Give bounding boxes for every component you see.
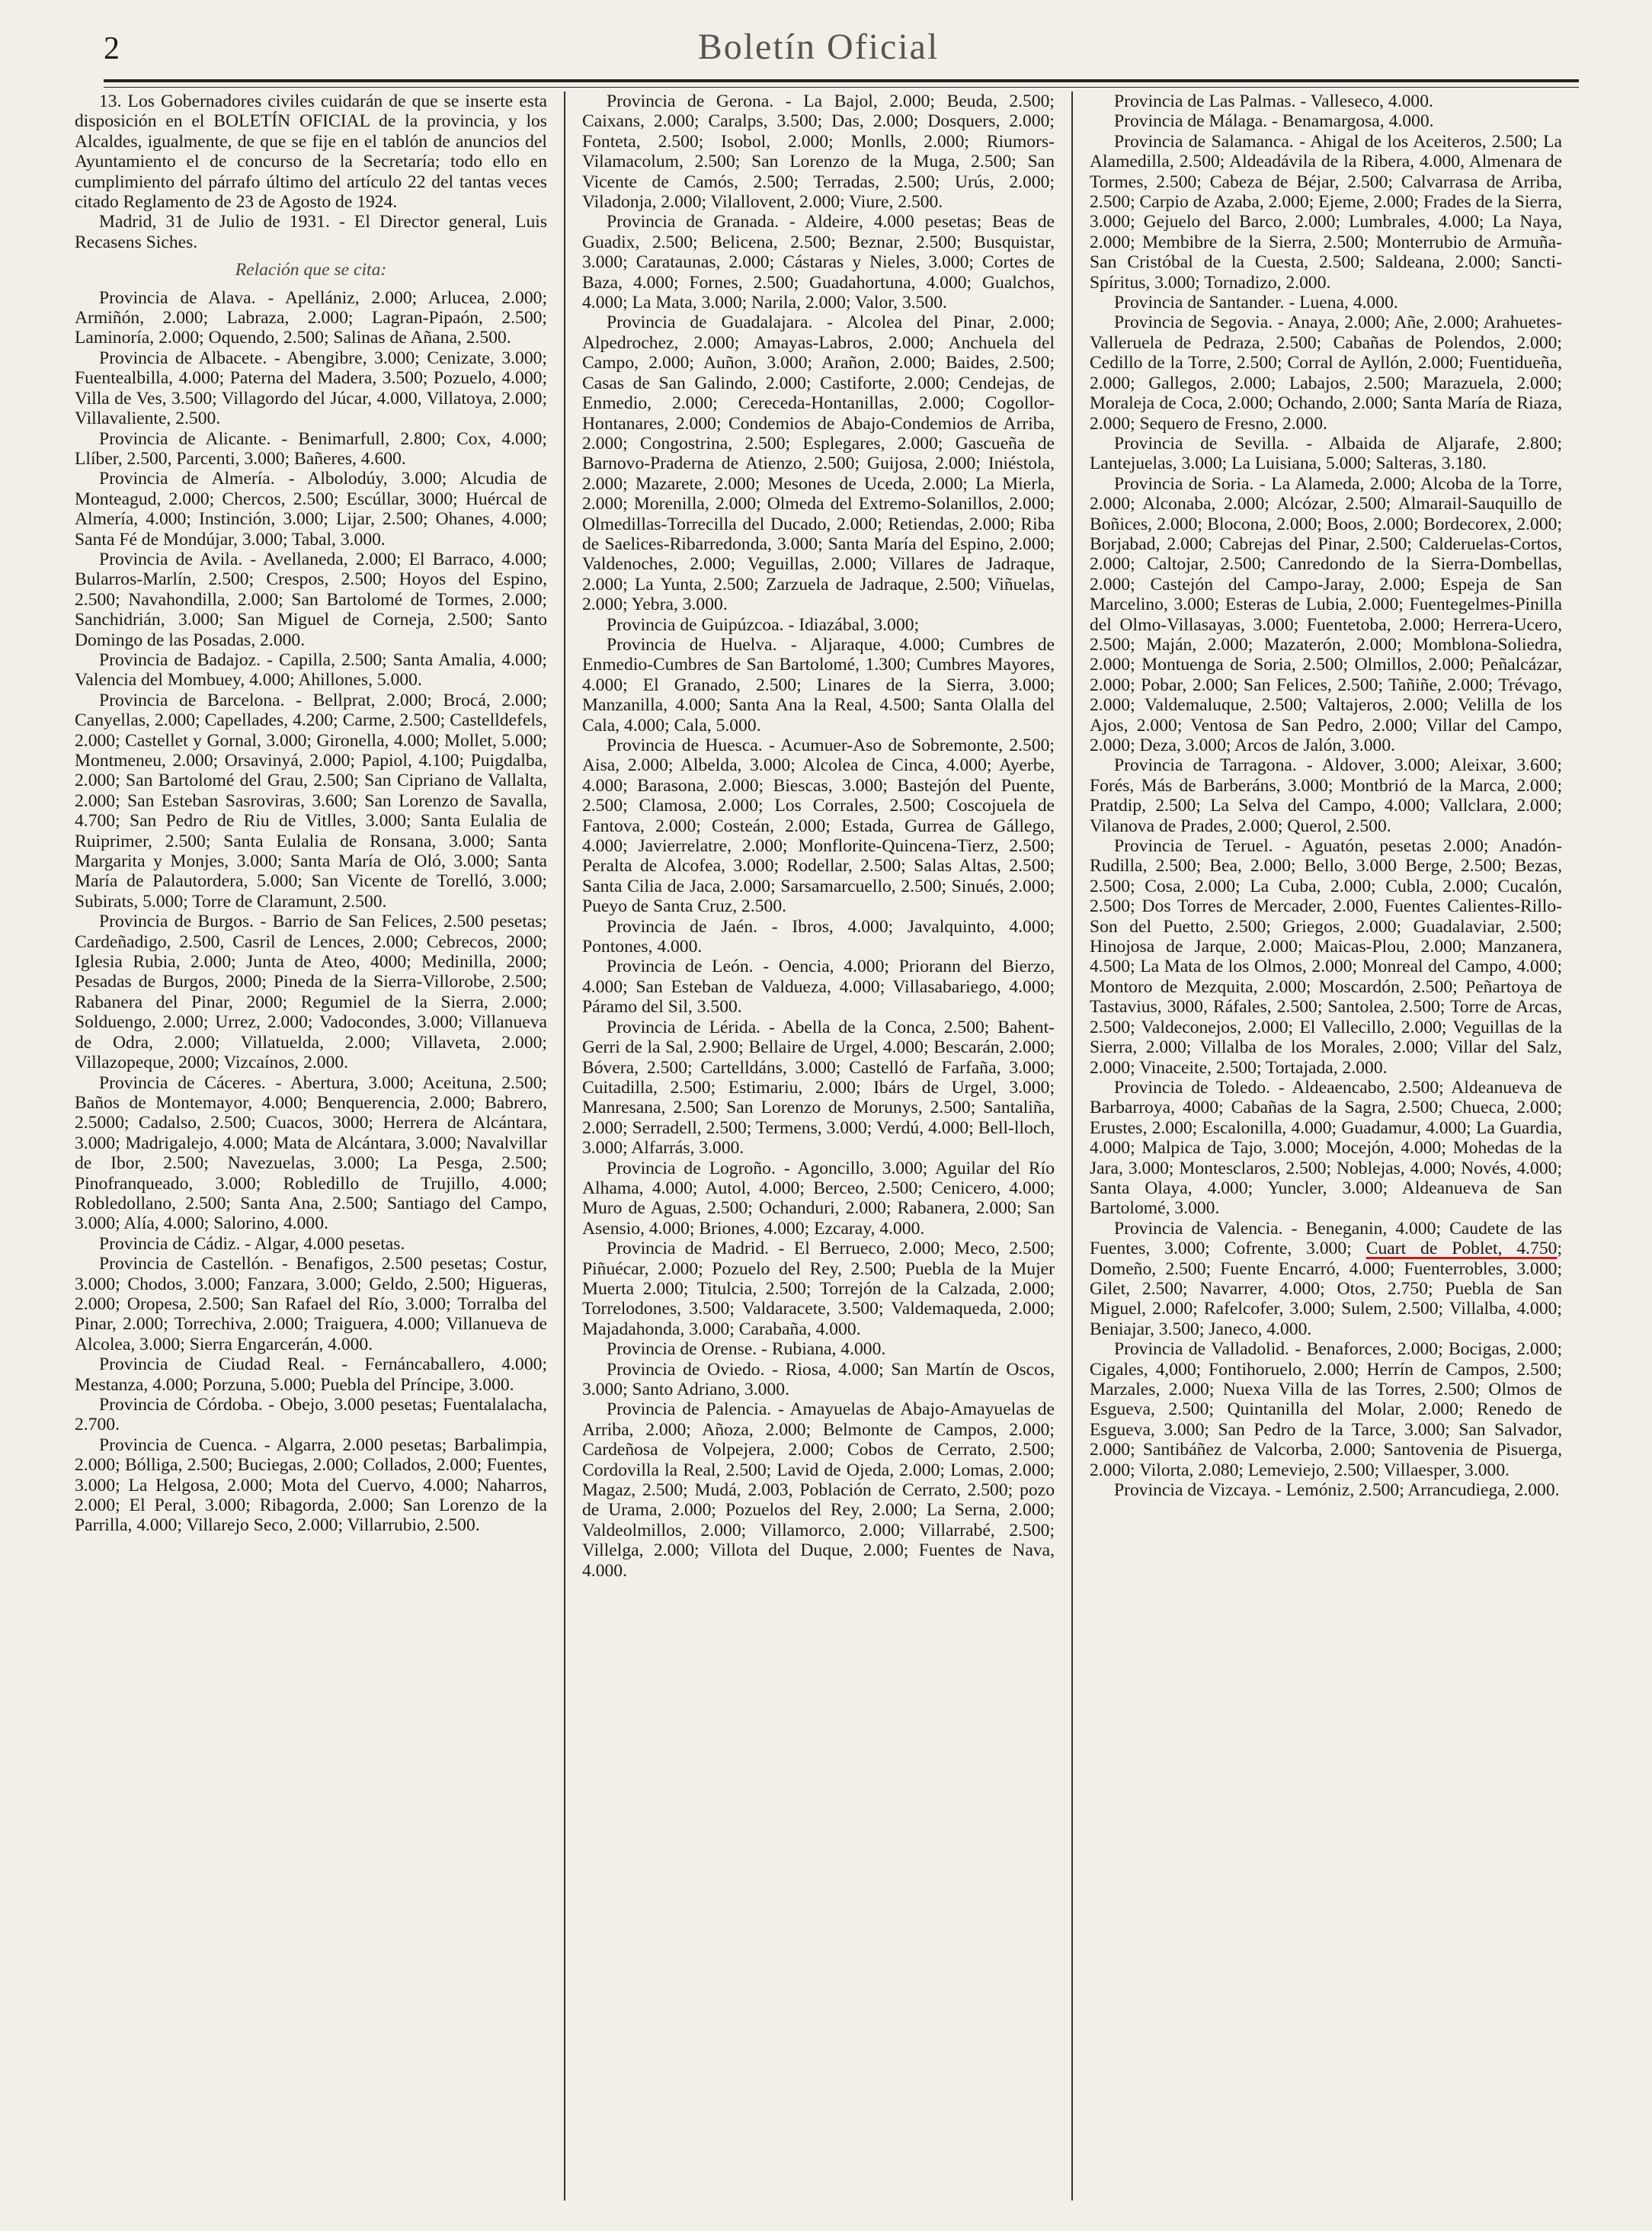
- paragraph: Provincia de Orense. - Rubiana, 4.000.: [607, 1339, 886, 1360]
- valencia-paragraph: [1090, 1219, 1562, 1339]
- paragraph: Provincia de Palencia. - Amayuelas de Abajo-Amayuelas de Arriba, 2.000; Añoza, 2.000; Belmonte de Campos, 2.000; Cardeñosa de Volpejera, 2.000; Cobos de Cerrato, 2.500; Cordovilla la Real, 2.500; Lavid de Ojeda, 2.000; Lomas, 2.000; Magaz, 2.500; Mudá, 2.003, Población de Cerrato, 2.500; pozo de Urama, 2.000; Pozuelos del Rey, 2.000; La Serna, 2.000; Valdeolmillos, 2.000; Villamorco, 2.000; Villarrabé, 2.500; Villelga, 2.000; Villota del Duque, 2.000; Fuentes de Nava, 4.000.: [582, 1399, 1055, 1581]
- paragraph: Provincia de Tarragona. - Aldover, 3.000; Aleixar, 3.600; Forés, Más de Barberáns, 3.000; Montbrió de la Marca, 2.000; Pratdip, 2.500; La Selva del Campo, 4.000; Vallclara, 2.000; Vilanova de Prades, 2.000; Querol, 2.500.: [1090, 755, 1562, 836]
- paragraph: Provincia de Las Palmas. - Valleseco, 4.000.: [1114, 91, 1433, 111]
- valencia-text-start: Provincia de Valencia. - Beneganin, 4.000; Caudete de las Fuentes, 3.000; Cofrente, 3.000;: [1090, 1218, 1562, 1259]
- paragraph: Provincia de Castellón. - Benafigos, 2.500 pesetas; Costur, 3.000; Chodos, 3.000; Fanzara, 3.000; Geldo, 2.500; Higueras, 2.000; Oropesa, 2.500; San Rafael del Río, 3.000; Torralba del Pinar, 2.000; Torrechiva, 2.000; Traiguera, 4.000; Villanueva de Alcolea, 3.000; Sierra Engarcerán, 4.000.: [75, 1254, 547, 1354]
- paragraph: Provincia de Toledo. - Aldeaencabo, 2.500; Aldeanueva de Barbarroya, 4000; Cabañas de la Sagra, 2.500; Chueca, 2.000; Erustes, 2.000; Escalonilla, 4.000; Guadamur, 4.000; La Guardia, 4.000; Malpica de Tajo, 3.000; Mocejón, 4.000; Mohedas de la Jara, 3.000; Montesclaros, 2.500; Noblejas, 4.000; Novés, 4.000; Santa Olaya, 4.000; Yuncler, 3.000; Aldeanueva de San Bartolomé, 3.000.: [1090, 1077, 1562, 1219]
- paragraph: Provincia de Lérida. - Abella de la Conca, 2.500; Bahent-Gerri de la Sal, 2.900; Bellaire de Urgel, 4.000; Bescarán, 2.000; Bóvera, 2.500; Cartelldáns, 3.000; Castelló de Farfaña, 3.000; Cuitadilla, 2.500; Estimariu, 2.000; Ibárs de Urgel, 3.000; Manresana, 2.500; San Lorenzo de Morunys, 2.500; Santaliña, 2.000; Serradell, 2.500; Termens, 3.000; Verdú, 4.000; Bell-lloch, 3.000; Alfarrás, 3.000.: [582, 1017, 1055, 1159]
- column-1: [58, 91, 564, 2201]
- paragraph: Provincia de Logroño. - Agoncillo, 3.000; Aguilar del Río Alhama, 4.000; Autol, 4.000; Berceo, 2.500; Cenicero, 4.000; Muro de Aguas, 2.500; Ochanduri, 2.000; Rabanera, 2.000; San Asensio, 4.000; Briones, 4.000; Ezcaray, 4.000.: [582, 1158, 1055, 1239]
- paragraph: Provincia de Madrid. - El Berrueco, 2.000; Meco, 2.500; Piñuécar, 2.000; Pozuelo del Rey, 2.500; Puebla de la Mujer Muerta 2.000; Titulcia, 2.500; Torrejón de la Calzada, 2.000; Torrelodones, 3.500; Valdaracete, 3.500; Valdemaqueda, 2.000; Majadahonda, 3.000; Carabaña, 4.000.: [582, 1239, 1055, 1339]
- paragraph: Provincia de Huelva. - Aljaraque, 4.000; Cumbres de Enmedio-Cumbres de San Bartolomé, 1.300; Cumbres Mayores, 4.000; El Granado, 2.500; Linares de la Sierra, 3.000; Manzanilla, 4.000; Santa Ana la Real, 4.500; Santa Olalla del Cala, 4.000; Cala, 5.000.: [582, 634, 1055, 736]
- paragraph: Provincia de Cuenca. - Algarra, 2.000 pesetas; Barbalimpia, 2.000; Bólliga, 2.500; Buciegas, 2.000; Collados, 2.000; Fuentes, 3.000; La Helgosa, 2.000; Mota del Cuervo, 4.000; Naharros, 2.000; El Peral, 3.000; Ribagorda, 2.000; San Lorenzo de la Parrilla, 4.000; Villarejo Seco, 2.000; Villarrubio, 2.500.: [75, 1434, 547, 1536]
- paragraph: Provincia de Avila. - Avellaneda, 2.000; El Barraco, 4.000; Bularros-Marlín, 2.500; Crespos, 2.500; Hoyos del Espino, 2.500; Navahondilla, 2.000; San Bartolomé de Tormes, 2.000; Sanchidrián, 3.000; San Miguel de Corneja, 2.500; Santo Domingo de las Posadas, 2.000.: [75, 549, 547, 650]
- paragraph: Provincia de Barcelona. - Bellprat, 2.000; Brocá, 2.000; Canyellas, 2.000; Capellades, 4.200; Carme, 2.500; Castelldefels, 2.000; Castellet y Gornal, 3.000; Gironella, 4.000; Mollet, 5.000; Montmeneu, 2.000; Orsavinyá, 2.000; Papiol, 4.100; Puigdalba, 2.000; San Bartolomé del Grau, 2.500; San Cipriano de Vallalta, 2.000; San Esteban Sasroviras, 3.600; San Lorenzo de Savalla, 4.700; San Pedro de Riu de Vitlles, 3.000; Santa Eulalia de Ruiprimer, 2.500; Santa Eulalia de Ronsana, 3.000; Santa Margarita y Monjes, 3.000; Santa María de Oló, 3.000; Santa María de Palautordera, 5.000; San Vicente de Torelló, 3.000; Subirats, 5.000; Torre de Claramunt, 2.500.: [75, 690, 547, 912]
- page-number: 2: [104, 31, 120, 66]
- column-3: [1071, 91, 1579, 2201]
- paragraph: Provincia de Granada. - Aldeire, 4.000 pesetas; Beas de Guadix, 2.500; Belicena, 2.500; Beznar, 2.500; Busquistar, 3.000; Carataunas, 2.000; Cástaras y Nieles, 3.000; Cortes de Baza, 4.000; Fornes, 2.500; Guadahortuna, 4.000; Gualchos, 4.000; La Mata, 3.000; Narila, 2.000; Valor, 3.500.: [582, 212, 1055, 313]
- paragraph: Provincia de Santander. - Luena, 4.000.: [1114, 293, 1398, 313]
- paragraph: Provincia de Oviedo. - Riosa, 4.000; San Martín de Oscos, 3.000; Santo Adriano, 3.000.: [582, 1359, 1055, 1399]
- paragraph: Provincia de Salamanca. - Ahigal de los Aceiteros, 2.500; La Alamedilla, 2.500; Aldeadávila de la Ribera, 4.000, Almenara de Tormes, 2.500; Cabeza de Béjar, 2.500; Calvarrasa de Arriba, 2.500; Carpio de Azaba, 2.000; Ejeme, 2.000; Frades de la Sierra, 3.000; Gejuelo del Barco, 2.000; Lumbrales, 4.000; La Naya, 2.000; Membibre de la Sierra, 2.500; Monterrubio de Armuña-San Cristóbal de la Cuesta, 2.500; Saldeana, 2.000; Sancti-Spíritus, 3.000; Tornadizo, 2.000.: [1090, 131, 1562, 293]
- header-rule: [104, 79, 1579, 88]
- paragraph: Provincia de Badajoz. - Capilla, 2.500; Santa Amalia, 4.000; Valencia del Mombuey, 4.000; Ahillones, 5.000.: [75, 649, 547, 691]
- section-heading: Relación que se cita:: [235, 260, 387, 280]
- paragraph: Provincia de Cáceres. - Abertura, 3.000; Aceituna, 2.500; Baños de Montemayor, 4.000; Benquerencia, 2.000; Babrero, 2.5000; Cadalso, 2.500; Cuacos, 3000; Herrera de Alcántara, 3.000; Madrigalejo, 4.000; Mata de Alcántara, 3.000; Navalvillar de Ibor, 2.500; Navezuelas, 3.000; La Pesga, 2.500; Pinofranqueado, 3.000; Robledillo de Trujillo, 4.000; Robledollano, 2.500; Santa Ana, 2.500; Santiago del Campo, 3.000; Alía, 4.000; Salorino, 4.000.: [75, 1072, 547, 1234]
- column-2: [564, 91, 1071, 2201]
- paragraph: Provincia de Alicante. - Benimarfull, 2.800; Cox, 4.000; Llíber, 2.500, Parcenti, 3.000; Bañeres, 4.600.: [75, 428, 547, 469]
- valencia-text-end: ; Domeño, 2.500; Fuente Encarró, 4.000; Fuenterrobles, 3.000; Gilet, 2.500; Navarrer, 4.000; Otos, 2.750; Puebla de San Miguel, 2.000; Rafelcofer, 3.000; Sulem, 2.500; Villalba, 4.000; Beniajar, 3.500; Janeco, 4.000.: [1090, 1239, 1562, 1339]
- paragraph: Provincia de Alava. - Apellániz, 2.000; Arlucea, 2.000; Armiñón, 2.000; Labraza, 2.000; Lagran-Pipaón, 2.500; Laminoría, 2.000; Oquendo, 2.500; Salinas de Añana, 2.500.: [75, 287, 547, 348]
- page-title: Boletín Oficial: [697, 27, 940, 67]
- paragraph: Provincia de Córdoba. - Obejo, 3.000 pesetas; Fuentalalacha, 2.700.: [75, 1395, 547, 1435]
- columns: [58, 91, 1579, 2201]
- paragraph: Provincia de Cádiz. - Algar, 4.000 pesetas.: [99, 1233, 405, 1254]
- paragraph: Madrid, 31 de Julio de 1931. - El Director general, Luis Recasens Siches.: [75, 212, 547, 252]
- paragraph: Provincia de Soria. - La Alameda, 2.000; Alcoba de la Torre, 2.000; Alconaba, 2.000; Alcózar, 2.500; Almarail-Sauquillo de Boñices, 2.000; Blocona, 2.000; Boos, 2.000; Bordecorex, 2.000; Borjabad, 2.000; Cabrejas del Pinar, 2.500; Calderuelas-Cortos, 2.000; Caltojar, 2.500; Canredondo de la Sierra-Dombellas, 2.000; Castejón del Campo-Jaray, 2.000; Espeja de San Marcelino, 3.000; Esteras de Lubia, 2.000; Fuentegelmes-Pinilla del Olmo-Villasayas, 3.000; Fuentetoba, 2.000; Herrera-Ucero, 2.500; Maján, 2.000; Mazaterón, 2.000; Momblona-Soliedra, 2.000; Montuenga de Soria, 2.500; Olmillos, 2.000; Peñalcázar, 2.000; Pobar, 2.000; San Felices, 2.500; Tañiñe, 2.000; Trévago, 2.000; Valdemaluque, 2.500; Valtajeros, 2.000; Velilla de los Ajos, 2.000; Ventosa de San Pedro, 2.000; Villar del Campo, 2.000; Deza, 3.000; Arcos de Jalón, 3.000.: [1090, 473, 1562, 755]
- paragraph: Provincia de Almería. - Albolodúy, 3.000; Alcudia de Monteagud, 2.000; Chercos, 2.500; Escúllar, 3000; Huércal de Almería, 4.000; Instinción, 3.000; Lijar, 2.500; Ohanes, 4.000; Santa Fé de Mondújar, 3.000; Tabal, 3.000.: [75, 469, 547, 550]
- paragraph: Provincia de Málaga. - Benamargosa, 4.000.: [1114, 111, 1434, 132]
- paragraph: Provincia de Valladolid. - Benaforces, 2.000; Bocigas, 2.000; Cigales, 4,000; Fontihoruelo, 2.000; Herrín de Campos, 2.500; Marzales, 2.000; Nuexa Villa de las Torres, 2.500; Olmos de Esgueva, 2.500; Quintanilla del Molar, 2.000; Renedo de Esgueva, 3.000; San Pedro de la Tarce, 3.000; San Salvador, 2.000; Santibáñez de Valcorba, 2.000; Santovenia de Pisuerga, 2.000; Vilorta, 2.080; Lemeviejo, 2.500; Villaesper, 3.000.: [1090, 1339, 1562, 1480]
- paragraph: Provincia de Segovia. - Anaya, 2.000; Añe, 2.000; Arahuetes-Valleruela de Pedraza, 2.500; Cabañas de Polendos, 2.000; Cedillo de la Torre, 2.500; Corral de Ayllón, 2.000; Fuentidueña, 2.000; Gallegos, 2.000; Labajos, 2.500; Marazuela, 2.000; Moraleja de Coca, 2.000; Ochando, 2.000; Santa María de Riaza, 2.000; Sequero de Fresno, 2.000.: [1090, 313, 1562, 434]
- paragraph: Provincia de León. - Oencia, 4.000; Priorann del Bierzo, 4.000; San Esteban de Valdueza, 4.000; Villasabariego, 4.000; Páramo del Sil, 3.500.: [582, 957, 1055, 1018]
- paragraph: Provincia de Jaén. - Ibros, 4.000; Javalquinto, 4.000; Pontones, 4.000.: [582, 916, 1055, 957]
- paragraph: Provincia de Vizcaya. - Lemóniz, 2.500; Arrancudiega, 2.000.: [1114, 1480, 1560, 1501]
- page-header: [58, 23, 1579, 70]
- paragraph: 13. Los Gobernadores civiles cuidarán de que se inserte esta disposición en el BOLETÍN OFICIAL de la provincia, y los Alcaldes, igualmente, de que se fije en el tablón de anuncios del Ayuntamiento el de concurso de la Secretaría; todo ello en cumplimiento del párrafo último del artículo 22 del tantas veces citado Reglamento de 23 de Agosto de 1924.: [75, 91, 547, 213]
- paragraph: Provincia de Guadalajara. - Alcolea del Pinar, 2.000; Alpedrochez, 2.000; Amayas-Labros, 2.000; Anchuela del Campo, 2.000; Auñon, 3.000; Arañon, 2.000; Baides, 2.500; Casas de San Galindo, 2.000; Castiforte, 2.000; Cendejas, de Enmedio, 2.000; Cereceda-Hontanillas, 2.000; Cogollor-Hontanares, 2.000; Condemios de Abajo-Condemios de Arriba, 2.000; Congostrina, 2.500; Esplegares, 2.000; Gascueña de Barnovo-Praderna de Atienzo, 2.500; Guijosa, 2.000; Iniéstola, 2.000; Mazarete, 2.000; Mesones de Uceda, 2.000; La Mierla, 2.000; Morenilla, 2.000; Olmeda del Extremo-Solanillos, 2.000; Olmedillas-Torrecilla del Ducado, 2.000; Retiendas, 2.000; Riba de Saelices-Ribarredonda, 3.000; Santa María del Espino, 2.000; Valdenoches, 2.000; Veguillas, 2.000; Villares de Jadraque, 2.000; La Yunta, 2.500; Zarzuela de Jadraque, 2.500; Viñuelas, 2.000; Yebra, 3.000.: [582, 313, 1055, 615]
- paragraph: Provincia de Huesca. - Acumuer-Aso de Sobremonte, 2.500; Aisa, 2.000; Albelda, 3.000; Alcolea de Cinca, 4.000; Ayerbe, 4.000; Barasona, 2.000; Biescas, 3.000; Bastejón del Puente, 2.500; Clamosa, 2.000; Los Corrales, 2.500; Coscojuela de Fantova, 2.000; Costeán, 2.000; Estada, Gurrea de Gállego, 4.000; Javierrelatre, 2.000; Monflorite-Quincena-Tierz, 2.500; Peralta de Alcofea, 3.000; Rodellar, 2.500; Salas Altas, 2.500; Santa Cilia de Jaca, 2.000; Sarsamarcuello, 2.500; Sinués, 2.000; Pueyo de Santa Cruz, 2.500.: [582, 736, 1055, 917]
- paragraph: Provincia de Guipúzcoa. - Idiazábal, 3.000;: [607, 614, 920, 635]
- paragraph: Provincia de Gerona. - La Bajol, 2.000; Beuda, 2.500; Caixans, 2.000; Caralps, 3.500; Das, 2.000; Dosquers, 2.000; Fonteta, 2.500; Isobol, 2.000; Monlls, 2.000; Riumors-Vilamacolum, 2.500; San Lorenzo de la Muga, 2.500; San Vicente de Camós, 2.500; Terradas, 2.500; Urús, 2.000; Viladonja, 2.000; Vilallovent, 2.000; Viure, 2.500.: [582, 91, 1055, 213]
- highlighted-entry: Cuart de Poblet, 4.750: [1365, 1239, 1558, 1259]
- paragraph: Provincia de Albacete. - Abengibre, 3.000; Cenizate, 3.000; Fuentealbilla, 4.000; Paterna del Madera, 3.500; Pozuelo, 4.000; Villa de Ves, 3.500; Villagordo del Júcar, 4.000, Villatoya, 2.000; Villavaliente, 2.500.: [75, 348, 547, 429]
- paragraph: Provincia de Ciudad Real. - Fernáncaballero, 4.000; Mestanza, 4.000; Porzuna, 5.000; Puebla del Príncipe, 3.000.: [75, 1354, 547, 1395]
- paragraph: Provincia de Teruel. - Aguatón, pesetas 2.000; Anadón-Rudilla, 2.500; Bea, 2.000; Bello, 3.000 Berge, 2.500; Bezas, 2.500; Cosa, 2.000; La Cuba, 2.000; Cubla, 2.000; Cucalón, 2.500; Dos Torres de Mercader, 2.000, Fuentes Calientes-Rillo-Son del Puetto, 2.500; Griegos, 2.000; Guadalaviar, 2.500; Hinojosa de Jarque, 2.000; Maicas-Plou, 2.000; Manzanera, 4.500; La Mata de los Olmos, 2.000; Monreal del Campo, 4.000; Montoro de Mezquita, 2.000; Moscardón, 2.500; Peñartoya de Tastavius, 3000, Ráfales, 2.500; Santolea, 2.500; Torre de Arcas, 2.500; Valdeconejos, 2.000; El Vallecillo, 2.000; Veguillas de la Sierra, 2.000; Villalba de los Morales, 2.000; Villar del Salz, 2.000; Vinaceite, 2.500; Tortajada, 2.000.: [1090, 836, 1562, 1078]
- paragraph: Provincia de Sevilla. - Albaida de Aljarafe, 2.800; Lantejuelas, 3.000; La Luisiana, 5.000; Salteras, 3.180.: [1090, 433, 1562, 474]
- paragraph: Provincia de Burgos. - Barrio de San Felices, 2.500 pesetas; Cardeñadigo, 2.500, Casril de Lences, 2.000; Cebrecos, 2000; Iglesia Rubia, 2.000; Junta de Ateo, 4000; Medinilla, 2000; Pesadas de Burgos, 2000; Pineda de la Sierra-Villorobe, 2.500; Rabanera del Pinar, 2000; Regumiel de la Sierra, 2.000; Solduengo, 2.000; Urrez, 2.000; Vadocondes, 3.000; Villanueva de Odra, 2.000; Villatuelda, 2.000; Villaveta, 2.000; Villazopeque, 2000; Vizcaínos, 2.000.: [75, 912, 547, 1073]
